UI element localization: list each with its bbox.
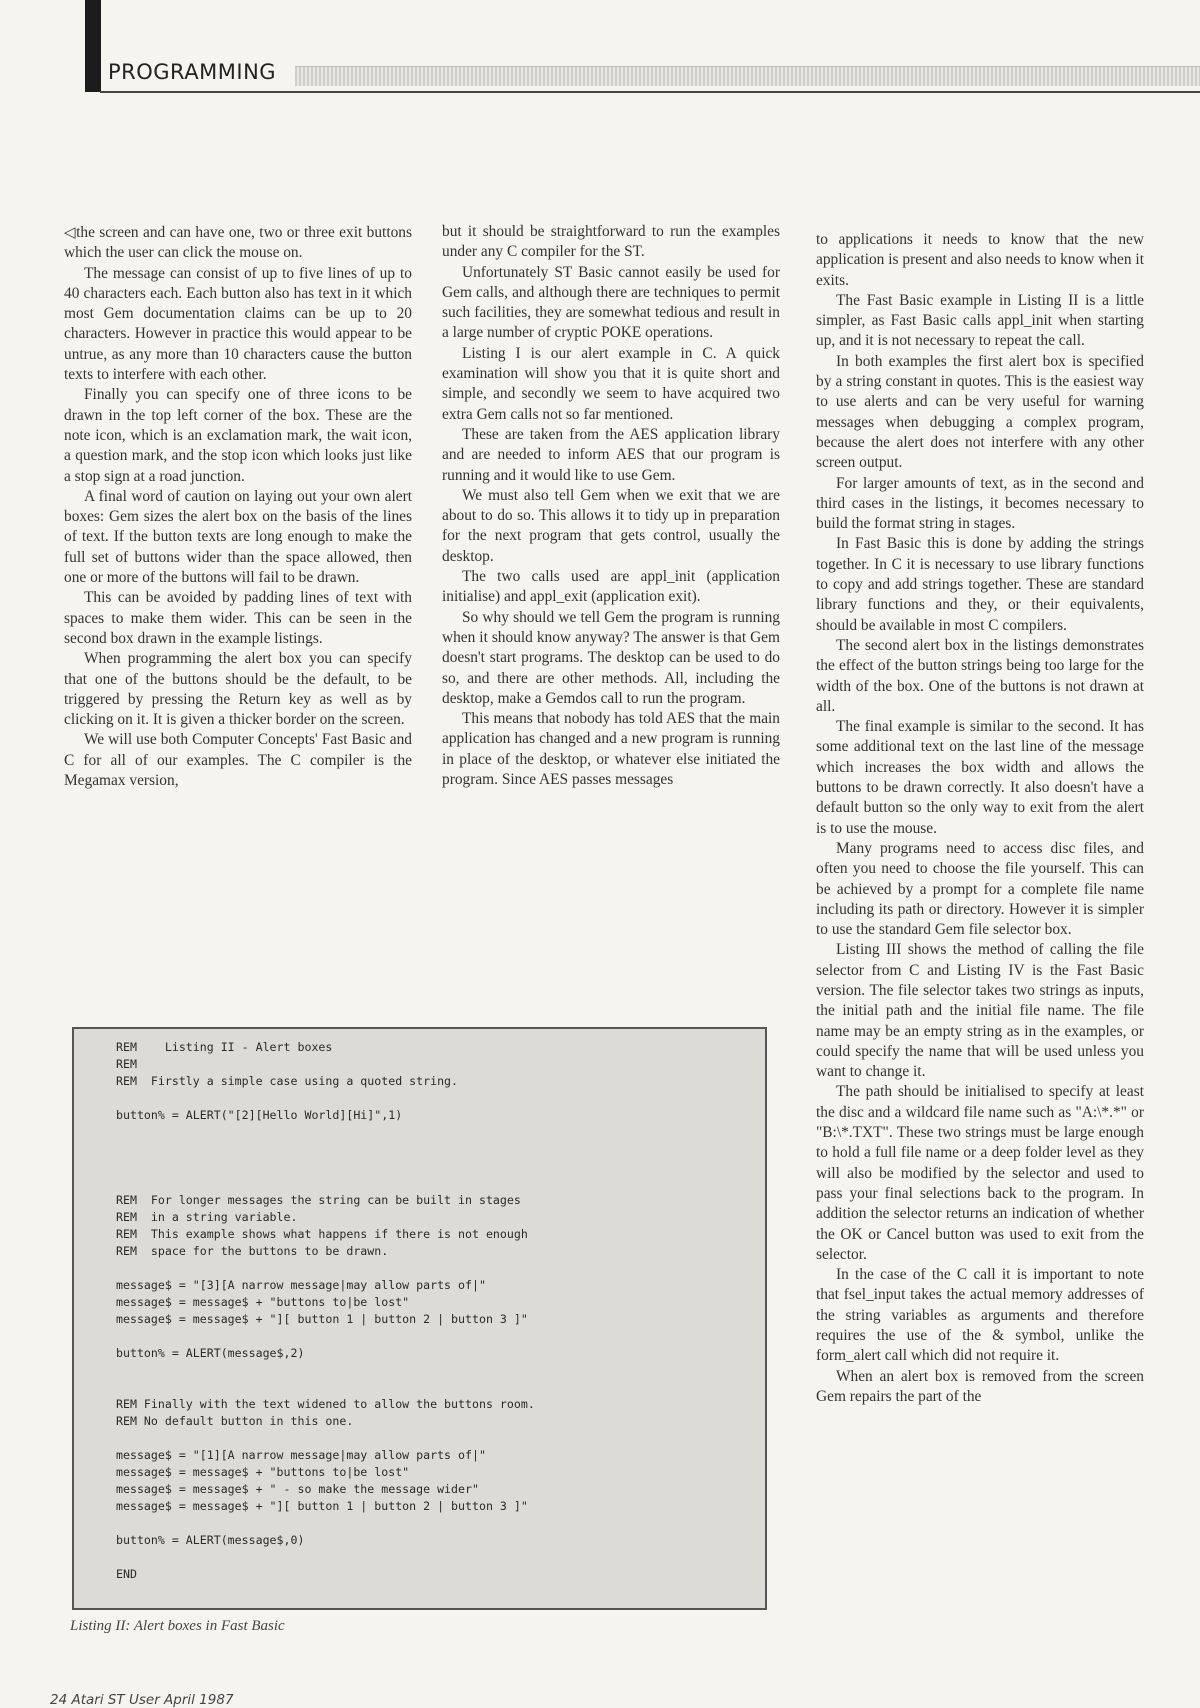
code-line	[116, 1141, 765, 1158]
paragraph: Unfortunately ST Basic cannot easily be used for Gem calls, and although there are techniques to permit such facilities, they are somewhat tedious and result in a large number of cryptic POKE operations.	[442, 263, 780, 342]
paragraph: The second alert box in the listings demonstrates the effect of the button strings being too large for the width of the box. One of the buttons is not drawn at all.	[816, 636, 1144, 715]
paragraph: but it should be straightforward to run the examples under any C compiler for the ST.	[442, 223, 780, 261]
paragraph: The two calls used are appl_init (application initialise) and appl_exit (application exit).	[442, 568, 780, 606]
code-line: message$ = message$ + "buttons to|be lost"	[116, 1295, 410, 1309]
paragraph: A final word of caution on laying out your own alert boxes: Gem sizes the alert box on the basis of the lines of text. If the button texts are long enough to make the full set of buttons wider than the space allowed, then one or more of the buttons will fail to be drawn.	[64, 487, 412, 587]
paragraph: Finally you can specify one of three icons to be drawn in the top left corner of the box. These are the note icon, which is an exclamation mark, the wait icon, a question mark, and the stop icon which looks just like a stop sign at a road junction.	[64, 386, 412, 485]
code-listing	[72, 1027, 767, 1610]
paragraph: These are taken from the AES application library and are needed to inform AES that our program is running and it would like to use Gem.	[442, 425, 780, 484]
paragraph: In both examples the first alert box is specified by a string constant in quotes. This is the easiest way to use alerts and can be very useful for warning messages when debugging a complex program, because the alert does not interfere with any other screen output.	[816, 352, 1144, 472]
paragraph: Listing III shows the method of calling the file selector from C and Listing IV is the Fast Basic version. The file selector takes two strings as inputs, the initial path and the initial file name. The file name may be an empty string as in the examples, or could specify the name that will be used unless you want to change it.	[816, 941, 1144, 1081]
paragraph: We will use both Computer Concepts' Fast Basic and C for all of our examples. The C compiler is the Megamax version,	[64, 731, 412, 790]
paragraph	[64, 222, 412, 264]
code-line	[116, 1430, 765, 1447]
header-rule	[295, 66, 1200, 86]
paragraph: When programming the alert box you can specify that one of the buttons should be the default, to be triggered by pressing the Return key as well as by clicking on it. It is given a thicker border on the screen.	[64, 650, 412, 729]
code-line: REM space for the buttons to be drawn.	[116, 1244, 389, 1258]
code-line	[116, 1328, 765, 1345]
section-label: PROGRAMMING	[108, 60, 282, 84]
code-line: message$ = message$ + "][ button 1 | button 2 | button 3 ]"	[116, 1499, 528, 1513]
code-line: message$ = message$ + "buttons to|be lost"	[116, 1465, 410, 1479]
paragraph: The Fast Basic example in Listing II is a little simpler, as Fast Basic calls appl_init when starting up, and it is not necessary to repeat the call.	[816, 291, 1144, 350]
code-line: REM	[116, 1057, 137, 1071]
paragraph: The path should be initialised to specify at least the disc and a wildcard file name such as "A:\*.*" or "B:\*.TXT". These two strings must be large enough to hold a full file name or a deep folder level as they will also be modified by the selector and used to pass your final selections back to the program. In addition the selector returns an indication of whether the OK or Cancel button was used to exit from the selector.	[816, 1083, 1144, 1263]
code-line: button% = ALERT(message$,2)	[116, 1346, 305, 1360]
code-line	[116, 1549, 765, 1566]
header-bar	[85, 0, 101, 92]
paragraph: This can be avoided by padding lines of text with spaces to make them wider. This can be seen in the second box drawn in the example listings.	[64, 589, 412, 647]
column-2	[442, 222, 780, 790]
paragraph-text: the screen and can have one, two or three exit buttons which the user can click the mouse on.	[64, 224, 412, 262]
code-line: message$ = message$ + " - so make the message wider"	[116, 1482, 479, 1496]
code-line	[116, 1515, 765, 1532]
code-line	[116, 1379, 765, 1396]
code-line: button% = ALERT("[2][Hello World][Hi]",1)	[116, 1108, 403, 1122]
code-line	[116, 1362, 765, 1379]
code-line: message$ = message$ + "][ button 1 | button 2 | button 3 ]"	[116, 1312, 528, 1326]
code-line: REM For longer messages the string can be built in stages	[116, 1193, 521, 1207]
code-line: message$ = "[3][A narrow message|may allow parts of|"	[116, 1278, 486, 1292]
code-line: END	[116, 1567, 137, 1581]
listing-caption: Listing II: Alert boxes in Fast Basic	[70, 1618, 285, 1634]
header-line	[100, 91, 1200, 93]
code-line	[116, 1175, 765, 1192]
paragraph: When an alert box is removed from the screen Gem repairs the part of the	[816, 1367, 1144, 1405]
continuation-arrow-icon: ◁	[64, 223, 77, 241]
paragraph: For larger amounts of text, as in the second and third cases in the listings, it becomes necessary to build the format string in stages.	[816, 474, 1144, 533]
paragraph: Listing I is our alert example in C. A quick examination will show you that it is quite short and simple, and secondly we seem to have acquired two extra Gem calls not so far mentioned.	[442, 344, 780, 423]
paragraph: Many programs need to access disc files, and often you need to choose the file yourself. This can be achieved by a prompt for a complete file name including its path or directory. However it is simpler to use the standard Gem file selector box.	[816, 839, 1144, 939]
paragraph: In the case of the C call it is important to note that fsel_input takes the actual memory addresses of the string variables as arguments and therefore requires the use of the & symbol, unlike the form_alert call which did not require it.	[816, 1266, 1144, 1365]
code-line: button% = ALERT(message$,0)	[116, 1533, 305, 1547]
column-3	[816, 230, 1144, 1407]
paragraph: This means that nobody has told AES that the main application has changed and a new program is running in place of the desktop, or whatever else initiated the program. Since AES passes messages	[442, 710, 780, 789]
code-line	[116, 1260, 765, 1277]
page-footer: 24 Atari ST User April 1987	[50, 1692, 234, 1708]
code-line: REM Firstly a simple case using a quoted string.	[116, 1074, 459, 1088]
paragraph: So why should we tell Gem the program is running when it should know anyway? The answer is that Gem doesn't start programs. The desktop can be used to do so, and there are other methods. All, including the desktop, make a Gemdos call to run the program.	[442, 608, 780, 707]
code-line: message$ = "[1][A narrow message|may allow parts of|"	[116, 1448, 486, 1462]
code-line	[116, 1090, 765, 1107]
paragraph: We must also tell Gem when we exit that we are about to do so. This allows it to tidy up in preparation for the next program that gets control, usually the desktop.	[442, 486, 780, 565]
paragraph: The final example is similar to the second. It has some additional text on the last line of the message which increases the box width and allows the buttons to be drawn correctly. It also doesn't have a default button so the only way to exit from the alert is to use the mouse.	[816, 718, 1144, 837]
code-line: REM Listing II - Alert boxes	[116, 1040, 333, 1054]
column-1	[64, 222, 412, 791]
code-line: REM No default button in this one.	[116, 1414, 354, 1428]
code-line: REM Finally with the text widened to allow the buttons room.	[116, 1397, 535, 1411]
paragraph: In Fast Basic this is done by adding the strings together. In C it is necessary to use library functions to copy and add strings together. These are standard library functions and they, or their equivalents, should be available in most C compilers.	[816, 535, 1144, 634]
paragraph: The message can consist of up to five lines of up to 40 characters each. Each button also has text in it which most Gem documentation claims can be up to 20 characters. However in practice this would appear to be untrue, as any more than 10 characters cause the button texts to interfere with each other.	[64, 264, 412, 384]
paragraph: to applications it needs to know that the new application is present and also needs to know when it exits.	[816, 231, 1144, 289]
code-line	[116, 1124, 765, 1141]
code-line: REM This example shows what happens if there is not enough	[116, 1227, 528, 1241]
code-line: REM in a string variable.	[116, 1210, 298, 1224]
code-line	[116, 1158, 765, 1175]
